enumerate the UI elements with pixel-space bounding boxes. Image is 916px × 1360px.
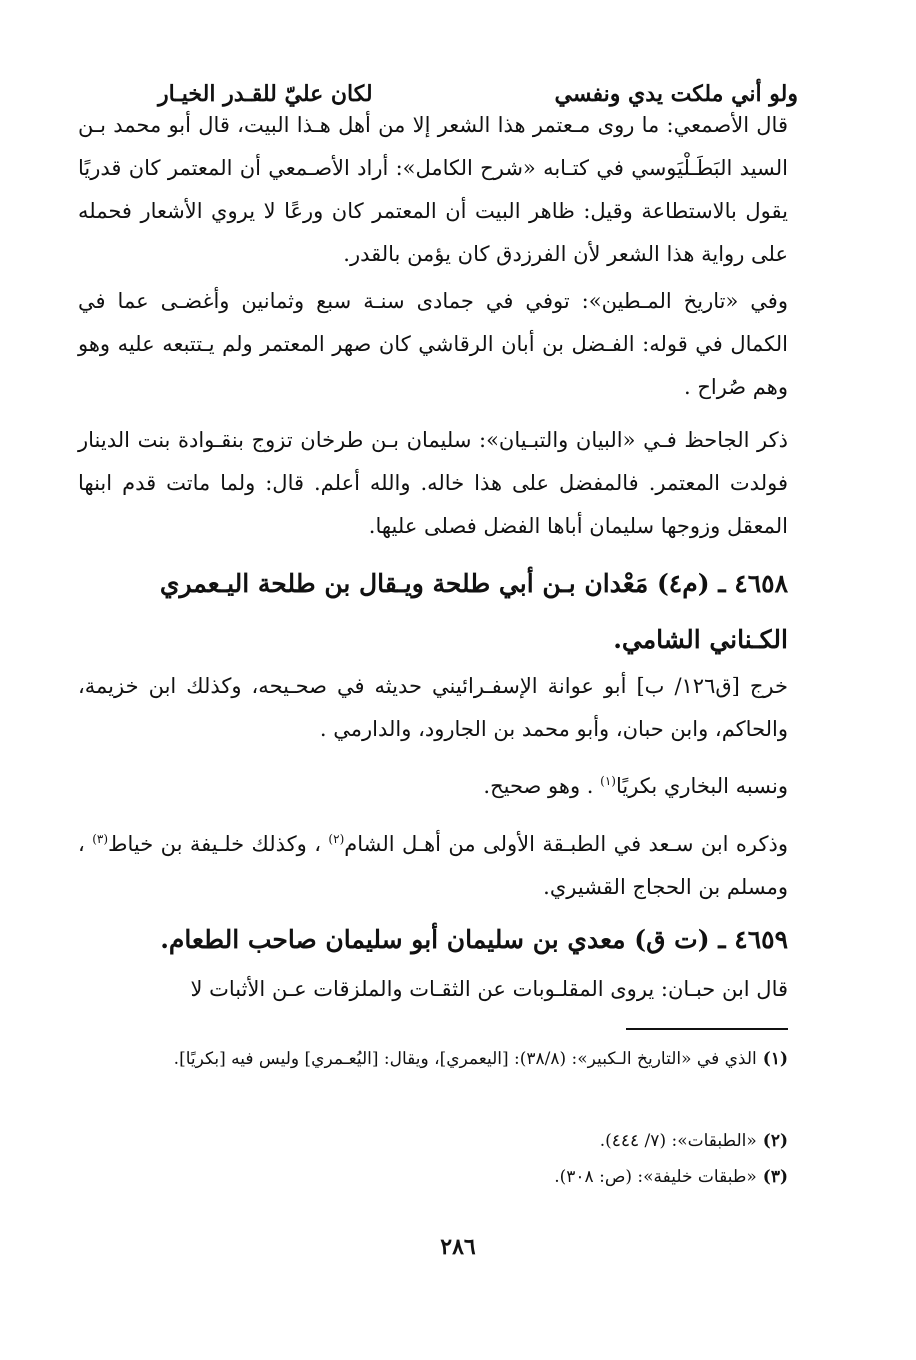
entry-4658-paragraph-2-tail: . وهو صحيح. [483, 774, 601, 798]
entry-4658-paragraph-3-middle: ، وكذلك خلـيفة بن خياط [108, 832, 329, 856]
verse-hemistich-left: لكان عليّ للقـدر الخيـار [158, 81, 373, 107]
footnote-1 [78, 1043, 788, 1075]
entry-4658-paragraph-2-text: ونسبه البخاري بكريًا [615, 774, 788, 798]
verse-hemistich-right: ولو أني ملكت يدي ونفسي [554, 81, 798, 107]
footnote-divider [626, 1028, 788, 1030]
footnote-3-mark: (٣) [762, 1167, 788, 1187]
footnote-1-mark: (١) [762, 1049, 788, 1069]
entry-heading-4658: ٤٦٥٨ ـ (م٤) مَعْدان بـن أبي طلحة ويـقال بن طلحة اليـعمري الكـناني الشامي. [159, 569, 788, 654]
entry-4658-paragraph-2 [78, 760, 788, 808]
entry-heading-4659: ٤٦٥٩ ـ (ت ق) معدي بن سليمان أبو سليمان صاحب الطعام. [160, 925, 788, 954]
footnote-2-text: «الطبقات»: (٧/ ٤٤٤). [599, 1131, 757, 1151]
paragraph-tarikh-mutayyin: وفي «تاريخ المـطين»: توفي في جمادى سنـة سبع وثمانين وأغضـى عما في الكمال في قوله: الفـضل بن أبان الرقاشي كان صهر المعتمر ولم يـتتبعه عليه وهو وهم صُراح . [78, 289, 788, 399]
footnote-2-mark: (٢) [762, 1131, 788, 1151]
paragraph-jahiz: ذكر الجاحظ فـي «البيان والتبـيان»: سليمان بـن طرخان تزوج بنقـوادة بنت الدينار فولدت المعتمر. فالمفضل على هذا خاله. والله أعلم. قال: ولما ماتت قدم ابنها المعقل وزوجها سليمان أباها الفضل فصلى عليها. [78, 428, 788, 538]
footnote-ref-2[interactable]: (٢) [328, 832, 345, 846]
footnote-3 [78, 1161, 788, 1193]
footnote-ref-3[interactable]: (٣) [92, 832, 109, 846]
footnote-3-text: «طبقات خليفة»: (ص: ٣٠٨). [554, 1167, 757, 1187]
footnote-ref-1[interactable]: (١) [600, 774, 616, 788]
footnote-2 [78, 1125, 788, 1157]
entry-4658-paragraph-3 [78, 818, 788, 909]
footnote-1-text: الذي في «التاريخ الـكبير»: (٣٨/٨): [اليعمري]، ويقال: [اليُعـمري] وليس فيه [بكريًا]. [173, 1049, 757, 1069]
page-number: ٢٨٦ [440, 1234, 476, 1260]
entry-4658-paragraph-3-text: وذكره ابن سـعد في الطبـقة الأولى من أهـل الشام [344, 832, 789, 856]
entry-4658-paragraph-1: خرج [ق١٢٦/ ب] أبو عوانة الإسفـرائيني حديثه في صحـيحه، وكذلك ابن خزيمة، والحاكم، وابن حبان، وأبو محمد بن الجارود، والدارمي . [78, 674, 788, 741]
entry-4658-paragraph-3-tail: ، ومسلم بن الحجاج القشيري. [78, 832, 788, 899]
entry-4659-paragraph-1: قال ابن حبـان: يروى المقلـوبات عن الثقـات والملزقات عـن الأثبات لا [190, 977, 788, 1001]
paragraph-asmai: قال الأصمعي: ما روى مـعتمر هذا الشعر إلا من أهل هـذا البيت، قال أبو محمد بـن السيد البَطَـلْيَوسي في كتـابه «شرح الكامل»: أراد الأصـمعي أن المعتمر كان قدريًا يقول بالاستطاعة وقيل: ظاهر البيت أن المعتمر كان ورعًا لا يروي الأشعار فحمله على رواية هذا الشعر لأن الفرزدق كان يؤمن بالقدر. [78, 113, 788, 266]
